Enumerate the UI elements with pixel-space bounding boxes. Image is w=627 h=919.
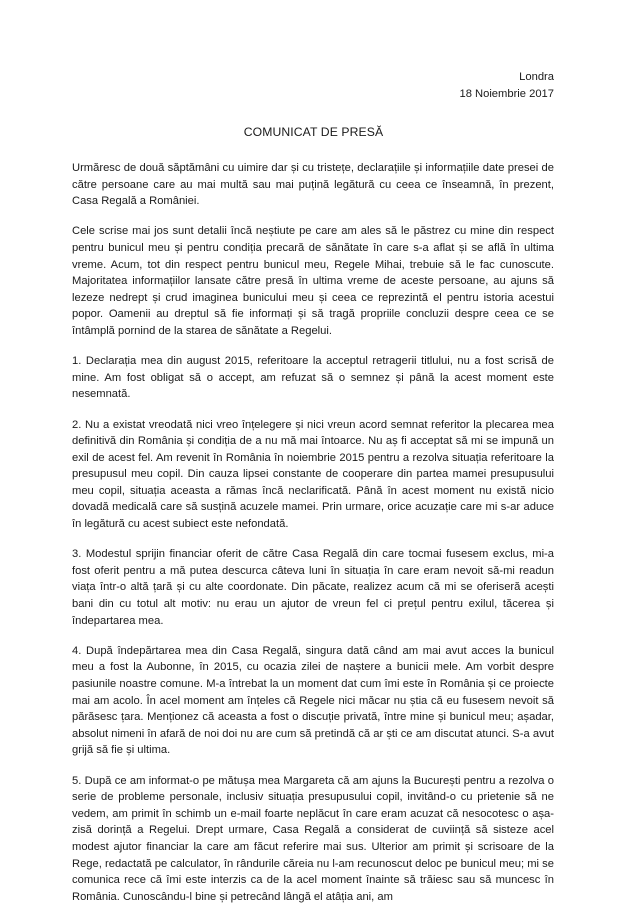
- paragraph-point-3: 3. Modestul sprijin financiar oferit de către Casa Regală din care tocmai fusesem exclus, mi-a fost oferit pentru a mă putea descurca câteva luni în situația în care eram nevoit să-mi readun viața într-o altă țară și cu alte coordonate. Din păcate, realizez acum că mi se oferiseră acești bani din cu totul alt motiv: nu erau un ajutor de vreun fel ci prețul pentru exilul, tăcerea și îndepartarea mea.: [72, 548, 554, 627]
- paragraph-intro: Urmăresc de două săptămâni cu uimire dar și cu tristețe, declarațiile și informațiile date presei de către persoane care au mai multă sau mai puțină legătură cu ceea ce înseamnă, în prezent, Casa Regală a României.: [72, 162, 554, 208]
- paragraph-point-1: 1. Declarația mea din august 2015, referitoare la acceptul retragerii titlului, nu a fost scrisă de mine. Am fost obligat să o accept, am refuzat să o semnez și până la acest moment este nesemnată.: [72, 355, 554, 401]
- document-body: [72, 160, 554, 919]
- paragraph-context: Cele scrise mai jos sunt detalii încă neștiute pe care am ales să le păstrez cu mine din respect pentru bunicul meu și pentru condiția precară de sănătate în care s-a aflat și se află în ultima vreme. Acum, tot din respect pentru bunicul meu, Regele Mihai, trebuie să le fac cunoscute. Majoritatea informațiilor lansate către presă în ultima vreme de aceste persoane, au ajuns să lezeze nedrept și crud imaginea bunicului meu și ceea ce reprezintă el pentru istoria acestui popor. Oamenii au dreptul să fie informați și să tragă propriile concluzii despre ceea ce se întâmplă pornind de la starea de sănătate a Regelui.: [72, 225, 554, 337]
- paragraph-point-5: 5. După ce am informat-o pe mătușa mea Margareta că am ajuns la București pentru a rezolva o serie de probleme personale, inclusiv situația presupusului copil, invitând-o cu prietenie să ne vedem, am primit în schimb un e-mail foarte neplăcut în care eram acuzat că nesocotesc o așa-zisă dorință a Regelui. Drept urmare, Casa Regală a considerat de cuviință să sisteze acel modest ajutor financiar la care am făcut referire mai sus. Ulterior am primit și scrisoare de la Rege, redactată pe calculator, în rândurile căreia nu l-am recunoscut deloc pe bunicul meu; mi se comunica rece că îmi este interzis ca de la acel moment înainte să trăiesc sau să muncesc în România. Cunoscându-l bine și petrecând lângă el atâția ani, am: [72, 774, 554, 903]
- letter-header: [459, 69, 554, 103]
- header-city: Londra: [519, 71, 554, 83]
- paragraph-point-4: 4. După îndepărtarea mea din Casa Regală, singura dată când am mai avut acces la bunicul meu a fost la Aubonne, în 2015, cu ocazia zilei de naștere a bunicii mele. Am vorbit despre pasiunile noastre comune. M-a întrebat la un moment dat cum îmi este în România și ce proiecte mai am acolo. În acel moment am înțeles că Regele nici măcar nu știa că eu fusesem nevoit să părăsesc țara. Menționez că aceasta a fost o discuție privată, între mine și bunicul meu; așadar, absolut nimeni în afară de noi doi nu are cum să pretindă că ar ști ce am discutat atunci. S-a avut grijă să fie și ultima.: [72, 644, 554, 757]
- header-date: 18 Noiembrie 2017: [459, 88, 554, 100]
- paragraph-point-2: 2. Nu a existat vreodată nici vreo înțelegere și nici vreun acord semnat referitor la plecarea mea definitivă din România și condiția de a nu mă mai întoarce. Nu aș fi acceptat să mi se impună un exil de acest fel. Am revenit în România în noiembrie 2015 pentru a rezolva situația referitoare la presupusul meu copil. Din cauza lipsei constante de cooperare din partea mamei presupusului meu copil, situația aceasta a rămas încă neclarificată. Până în acest moment nu există nicio dovadă medicală care să susțină acuzele mamei. Prin urmare, orice acuzație care mi s-ar aduce în legătură cu acest subiect este nefondată.: [72, 418, 554, 531]
- document-title: COMUNICAT DE PRESĂ: [243, 125, 384, 139]
